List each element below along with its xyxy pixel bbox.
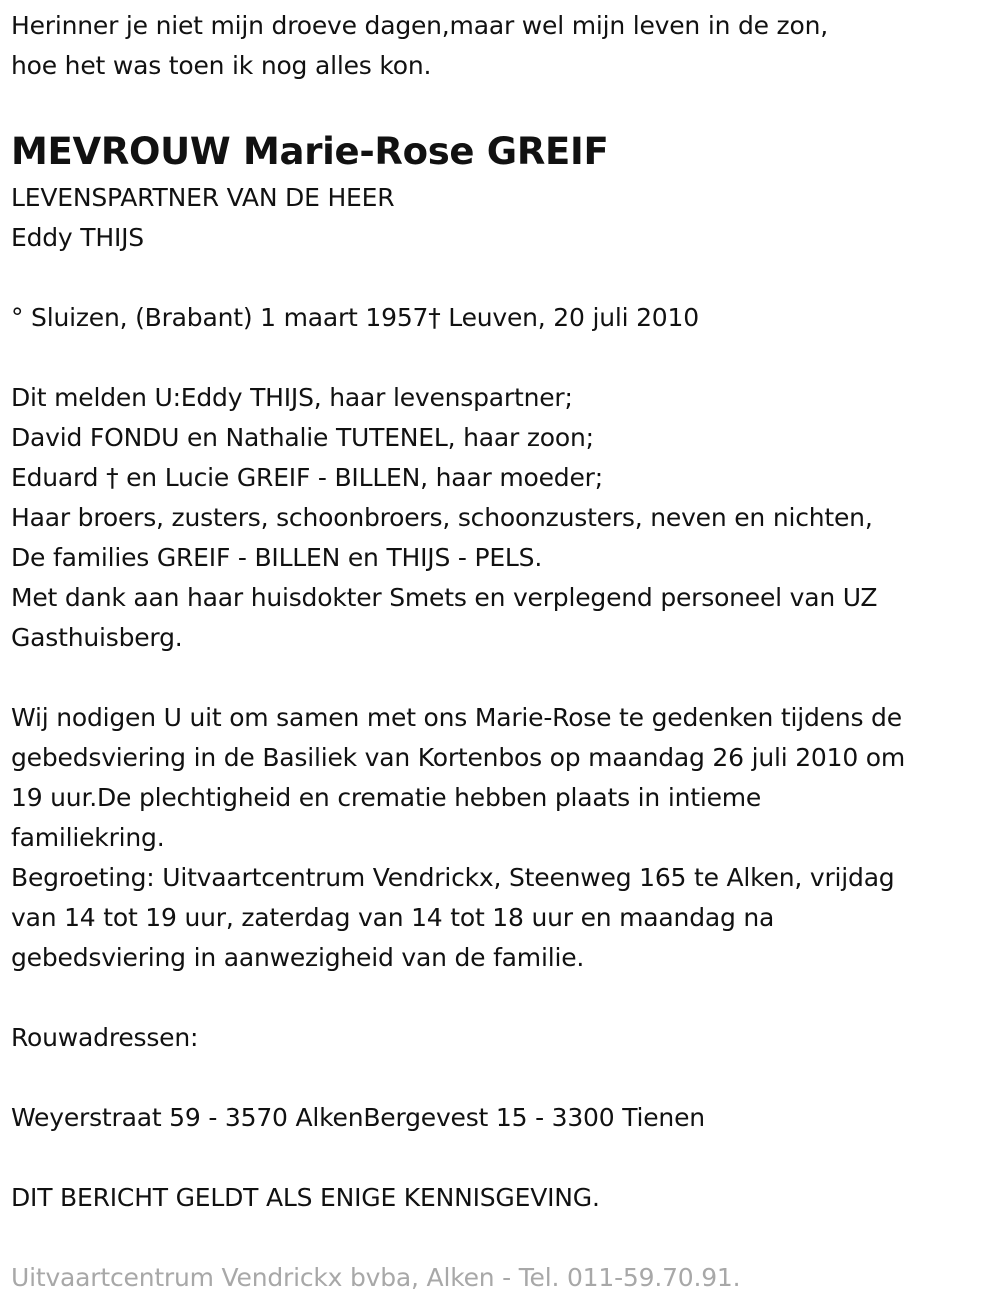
ceremony-line: familiekring.	[11, 823, 165, 852]
mourning-addresses: Weyerstraat 59 - 3570 AlkenBergevest 15 - 3300 Tienen	[11, 1103, 705, 1132]
poem-line: Herinner je niet mijn droeve dagen,maar wel mijn leven in de zon,	[11, 11, 828, 40]
ceremony-line: Wij nodigen U uit om samen met ons Marie-Rose te gedenken tijdens de	[11, 703, 902, 732]
funeral-home-footer: Uitvaartcentrum Vendrickx bvba, Alken - Tel. 011-59.70.91.	[11, 1263, 741, 1292]
announcer-line: Eduard † en Lucie GREIF - BILLEN, haar moeder;	[11, 463, 603, 492]
deceased-name: MEVROUW Marie-Rose GREIF	[11, 130, 609, 173]
announcer-line: Haar broers, zusters, schoonbroers, schoonzusters, neven en nichten,	[11, 503, 873, 532]
ceremony-line: gebedsviering in aanwezigheid van de familie.	[11, 943, 585, 972]
partner-block	[11, 178, 991, 258]
ceremony-line: gebedsviering in de Basiliek van Kortenbos op maandag 26 juli 2010 om	[11, 743, 906, 772]
announcer-line: Gasthuisberg.	[11, 623, 183, 652]
addresses-label: Rouwadressen:	[11, 1023, 199, 1052]
ceremony-line: van 14 tot 19 uur, zaterdag van 14 tot 18 uur en maandag na	[11, 903, 775, 932]
announcers-block	[11, 378, 991, 658]
partner-line: LEVENSPARTNER VAN DE HEER	[11, 183, 395, 212]
announcer-line: Met dank aan haar huisdokter Smets en verplegend personeel van UZ	[11, 583, 878, 612]
announcer-line: David FONDU en Nathalie TUTENEL, haar zoon;	[11, 423, 594, 452]
announcer-line: De families GREIF - BILLEN en THIJS - PELS.	[11, 543, 543, 572]
poem-line: hoe het was toen ik nog alles kon.	[11, 51, 432, 80]
announcer-line: Dit melden U:Eddy THIJS, haar levenspartner;	[11, 383, 573, 412]
poem	[11, 6, 991, 86]
birth-death-dates: ° Sluizen, (Brabant) 1 maart 1957† Leuven, 20 juli 2010	[11, 303, 699, 332]
notice-statement: DIT BERICHT GELDT ALS ENIGE KENNISGEVING.	[11, 1183, 600, 1212]
partner-name: Eddy THIJS	[11, 223, 144, 252]
ceremony-line: 19 uur.De plechtigheid en crematie hebben plaats in intieme	[11, 783, 762, 812]
ceremony-line: Begroeting: Uitvaartcentrum Vendrickx, Steenweg 165 te Alken, vrijdag	[11, 863, 895, 892]
ceremony-block	[11, 698, 991, 978]
obituary-notice	[11, 6, 991, 1298]
